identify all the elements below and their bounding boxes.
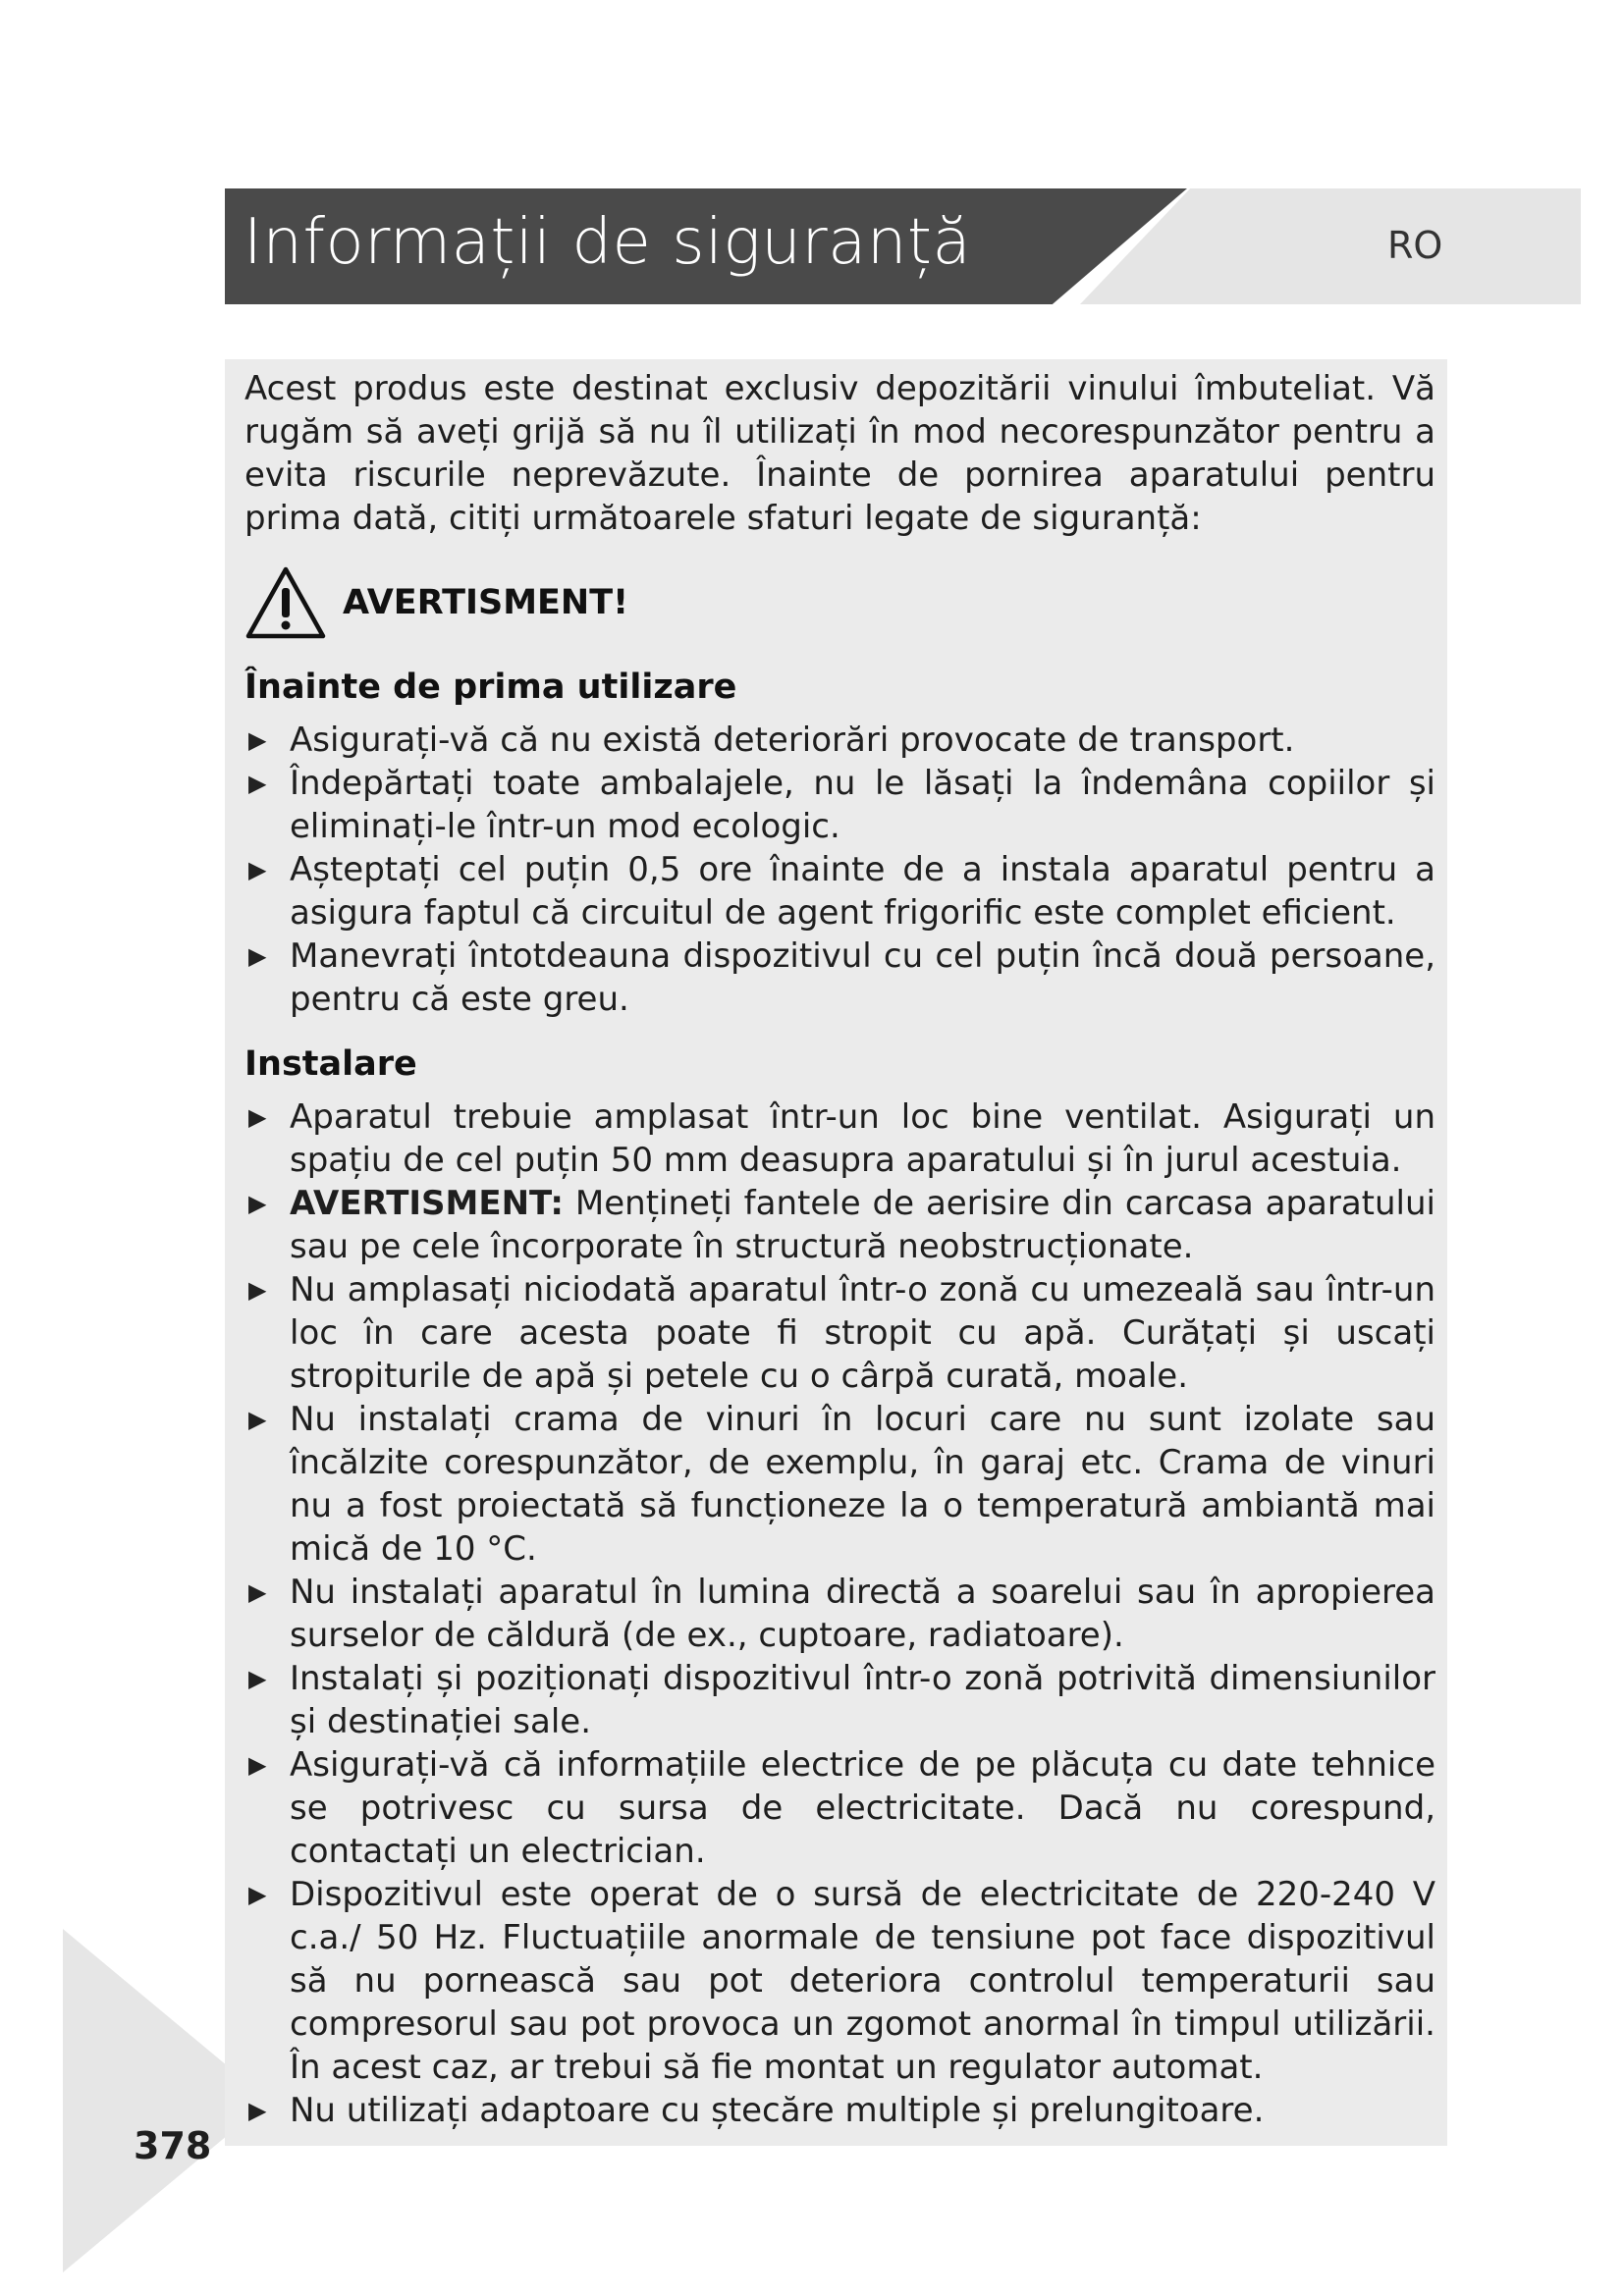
item-text: Nu utilizați adaptoare cu ștecăre multiple și prelungitoare.: [290, 2091, 1265, 2130]
item-text: Nu amplasați niciodată aparatul într-o zonă cu umezeală sau într-un loc în care acesta poate fi stropit cu apă. Curățați și uscați stropiturile de apă și petele cu o cârpă curată, moale.: [290, 1270, 1435, 1396]
page-number: 378: [134, 2124, 212, 2167]
list-item: [244, 1873, 1435, 2089]
bullet-arrow-icon: ▶: [248, 770, 267, 797]
bullet-arrow-icon: ▶: [248, 1751, 267, 1779]
bullet-arrow-icon: ▶: [248, 2097, 267, 2124]
list-item: [244, 1398, 1435, 1571]
item-text: Nu instalați aparatul în lumina directă a soarelui sau în apropierea surselor de căldură (de ex., cuptoare, radiatoare).: [290, 1573, 1435, 1655]
list-item: [244, 848, 1435, 934]
section-title: Înainte de prima utilizare: [244, 667, 737, 707]
item-text: Asigurați-vă că informațiile electrice de pe plăcuța cu date tehnice se potrivesc cu sursa de electricitate. Dacă nu corespund, contactați un electrician.: [290, 1745, 1435, 1871]
list-item: [244, 719, 1435, 762]
bullet-arrow-icon: ▶: [248, 726, 267, 754]
bullet-arrow-icon: ▶: [248, 1578, 267, 1606]
language-code: RO: [1387, 224, 1443, 267]
item-text: Îndepărtați toate ambalajele, nu le lăsați la îndemâna copiilor și eliminați-le într-un mod ecologic.: [290, 764, 1435, 846]
item-text: Așteptați cel puțin 0,5 ore înainte de a instala aparatul pentru a asigura faptul că circuitul de agent frigorific este complet eficient.: [290, 850, 1435, 933]
list-item: [244, 1095, 1435, 1182]
item-lead-text: AVERTISMENT:: [290, 1184, 564, 1223]
item-text: Asigurați-vă că nu există deteriorări provocate de transport.: [290, 721, 1295, 760]
list-item: [244, 762, 1435, 848]
bullet-arrow-icon: ▶: [248, 1190, 267, 1217]
list-item: [244, 1182, 1435, 1268]
bullet-arrow-icon: ▶: [248, 1881, 267, 1908]
bullet-arrow-icon: ▶: [248, 942, 267, 970]
item-text: Manevrați întotdeauna dispozitivul cu cel puțin încă două persoane, pentru că este greu.: [290, 936, 1435, 1019]
list-item: [244, 1571, 1435, 1657]
list-item: [244, 2089, 1435, 2132]
bullet-arrow-icon: ▶: [248, 1406, 267, 1433]
warning-heading: [244, 561, 1435, 644]
warning-triangle-icon: [244, 564, 327, 641]
bullet-list: [244, 719, 1435, 1021]
safety-content-panel: [225, 359, 1447, 2146]
sections-container: [244, 666, 1435, 2132]
list-item: [244, 934, 1435, 1021]
bullet-arrow-icon: ▶: [248, 1276, 267, 1304]
intro-paragraph: Acest produs este destinat exclusiv depozitării vinului îmbuteliat. Vă rugăm să aveți grijă să nu îl utilizați în mod necorespunzător pentru a evita riscurile neprevăzute. Înainte de pornirea aparatului pentru prima dată, citiți următoarele sfaturi legate de siguranță:: [244, 369, 1435, 538]
item-text: Instalați și poziționați dispozitivul într-o zonă potrivită dimensiunilor și destinației sale.: [290, 1659, 1435, 1741]
section-title: Instalare: [244, 1044, 417, 1084]
bullet-arrow-icon: ▶: [248, 1665, 267, 1692]
list-item: [244, 1268, 1435, 1398]
item-text: Mențineți fantele de aerisire din carcasa aparatului sau pe cele încorporate în structură neobstrucționate.: [290, 1184, 1435, 1266]
item-text: Nu instalați crama de vinuri în locuri care nu sunt izolate sau încălzite corespunzător, de exemplu, în garaj etc. Crama de vinuri nu a fost proiectată să funcționeze la o temperatură ambiantă mai mică de 10 °C.: [290, 1400, 1435, 1569]
bullet-arrow-icon: ▶: [248, 856, 267, 883]
list-item: [244, 1743, 1435, 1873]
bullet-list: [244, 1095, 1435, 2132]
item-text: Aparatul trebuie amplasat într-un loc bine ventilat. Asigurați un spațiu de cel puțin 50 mm deasupra aparatului și în jurul acestuia.: [290, 1097, 1435, 1180]
list-item: [244, 1657, 1435, 1743]
bullet-arrow-icon: ▶: [248, 1103, 267, 1131]
page-title: Informații de siguranță: [244, 206, 972, 279]
warning-label: AVERTISMENT!: [343, 583, 629, 622]
item-text: Dispozitivul este operat de o sursă de electricitate de 220-240 V c.a./ 50 Hz. Fluctuațiile anormale de tensiune pot face dispozitivul să nu pornească sau pot deteriora controlul temperaturii sau compresorul sau pot provoca un zgomot anormal în timpul utilizării. În acest caz, ar trebui să fie montat un regulator automat.: [290, 1875, 1435, 2087]
